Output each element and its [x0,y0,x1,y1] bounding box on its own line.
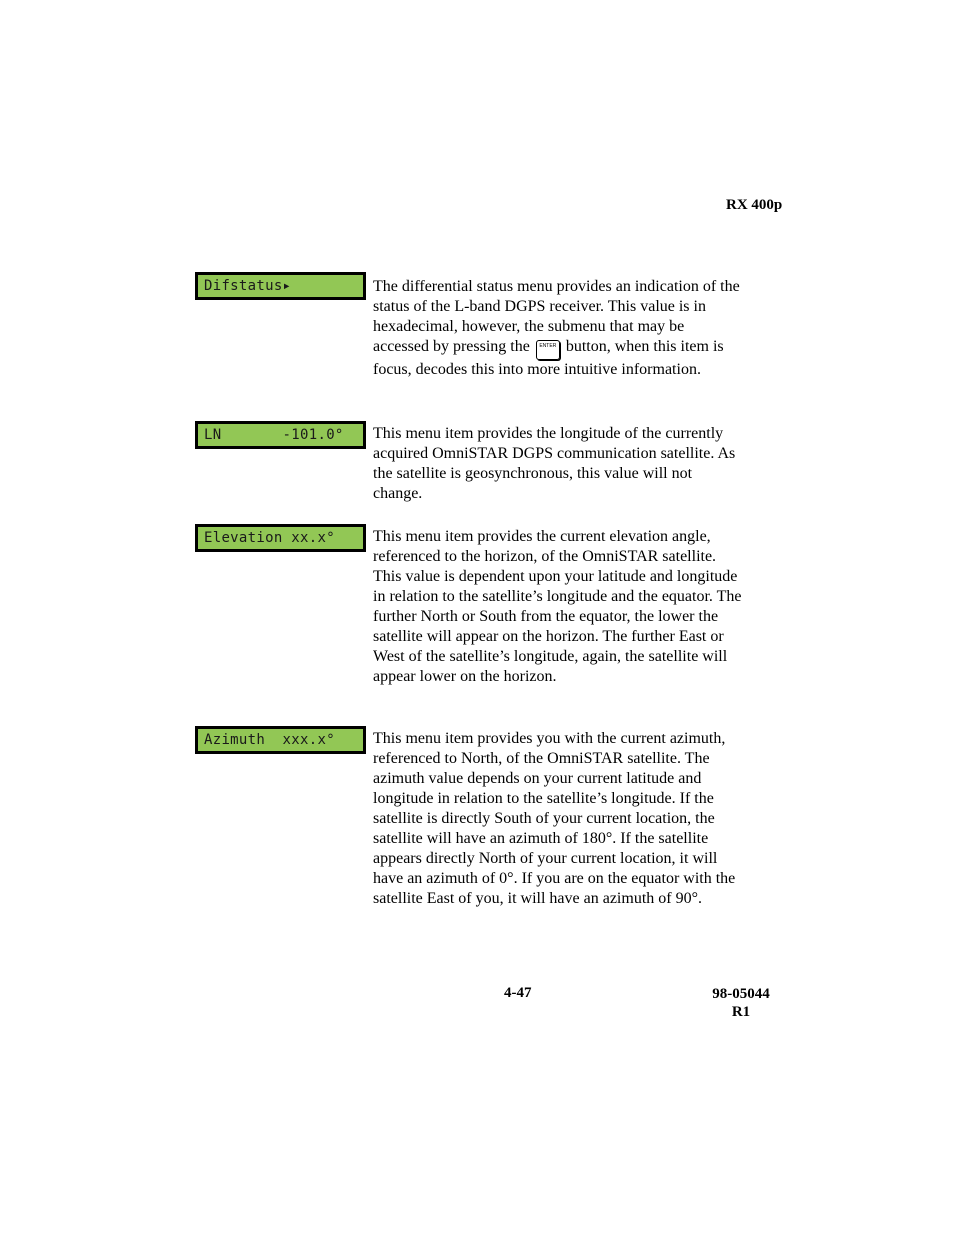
enter-key-icon: ENTER [536,340,560,360]
difstatus-text-before: The differential status menu provides an indication of the status of the L-band DGPS receiver. This value is in hexadecimal, however, the submenu that may be accessed by pressing the [373,278,740,355]
lcd-display-elevation: Elevation xx.x° [195,524,366,552]
doc-number: 98-05044 [712,986,770,1002]
difstatus-description [373,277,743,380]
document-number [705,985,777,1021]
longitude-description [373,424,743,504]
longitude-text: This menu item provides the longitude of the currently acquired OmniSTAR DGPS communication satellite. As the satellite is geosynchronous, this value will not change. [373,425,736,502]
header-model: RX 400p [726,197,783,213]
revision: R1 [731,1004,751,1020]
azimuth-text: This menu item provides you with the current azimuth, referenced to North, of the OmniSTAR satellite. The azimuth value depends on your current latitude and longitude in relation to the satellite’s longitude. If the satellite is directly South of your current location, the satellite will have an azimuth of 180°. If the satellite appears directly North of your current location, it will have an azimuth of 0°. If you are on the equator with the satellite East of you, it will have an azimuth of 90°. [373,730,736,907]
azimuth-description [373,729,743,909]
elevation-text: This menu item provides the current elevation angle, referenced to the horizon, of the OmniSTAR satellite. This value is dependent upon your latitude and longitude in relation to the satellite’s longitude and the equator. The further North or South from the equator, the lower the satellite will appear on the horizon. The further East or West of the satellite’s longitude, again, the satellite will appear lower on the horizon. [373,528,742,685]
page-number: 4-47 [504,985,532,1001]
lcd-display-longitude: LN -101.0° [195,421,366,449]
lcd-display-azimuth: Azimuth xxx.x° [195,726,366,754]
elevation-description [373,527,743,687]
difstatus-text-after: button, when this item is focus, decodes this into more intuitive information. [373,338,724,378]
lcd-display-difstatus: Difstatus▸ [195,272,366,300]
